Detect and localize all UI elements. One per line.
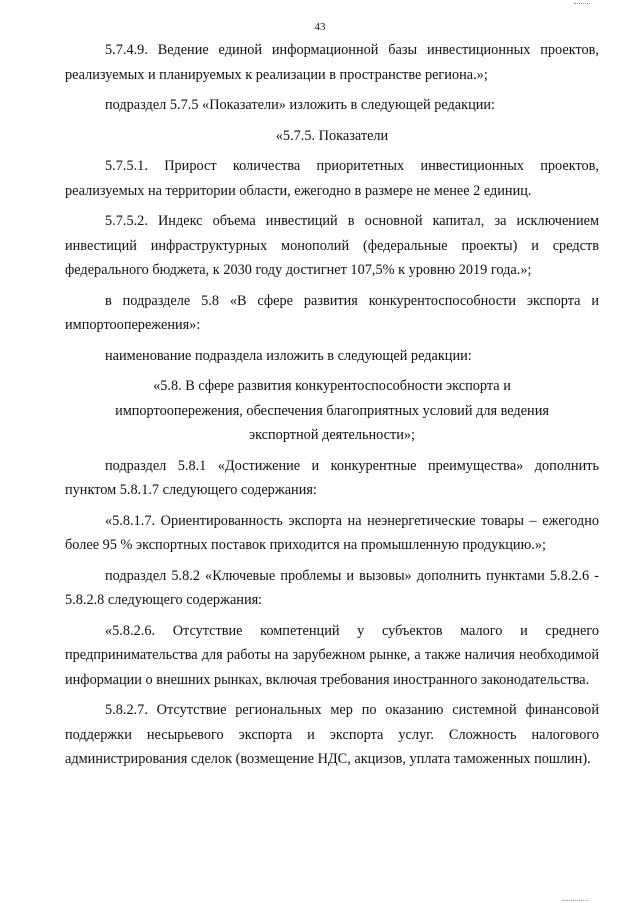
heading-5-8-line-2: импортоопережения, обеспечения благоприятных условий для ведения xyxy=(115,402,549,419)
paragraph-5-8-2-7: 5.8.2.7. Отсутствие региональных мер по оказанию системной финансовой поддержки несырьевого экспорта и экспорта услуг. Сложность налогового администрирования сделок (возмещение НДС, акцизов, уплата таможенных пошлин). xyxy=(65,702,599,767)
paragraph-amend-5-8: в подразделе 5.8 «В сфере развития конкурентоспособности экспорта и импортоопережения»: xyxy=(65,292,599,333)
scan-mark-bottom xyxy=(562,900,588,903)
paragraph-5-8-2-6: «5.8.2.6. Отсутствие компетенций у субъектов малого и среднего предпринимательства для работы на зарубежном рынке, а также наличия необходимой информации о внешних рынках, включая требования иностранного законодательства. xyxy=(65,622,599,688)
paragraph-amend-5-8-2: подраздел 5.8.2 «Ключевые проблемы и вызовы» дополнить пунктами 5.8.2.6 - 5.8.2.8 следующего содержания: xyxy=(65,567,599,608)
scan-mark xyxy=(574,0,590,4)
paragraph-5-7-5-2: 5.7.5.2. Индекс объема инвестиций в основной капитал, за исключением инвестиций инфраструктурных монополий (федеральные проекты) и средств федерального бюджета, к 2030 году достигнет 107,5% к уровню 2019 года.»; xyxy=(65,213,599,278)
page-number: 43 xyxy=(314,21,326,33)
paragraph-5-7-5-1: 5.7.5.1. Прирост количества приоритетных инвестиционных проектов, реализуемых на территории области, ежегодно в размере не менее 2 единиц. xyxy=(65,158,599,199)
paragraph-amend-5-8-1: подраздел 5.8.1 «Достижение и конкурентные преимущества» дополнить пунктом 5.8.1.7 следующего содержания: xyxy=(65,457,599,498)
document-body xyxy=(65,38,599,772)
paragraph-5-8-1-7: «5.8.1.7. Ориентированность экспорта на неэнергетические товары – ежегодно более 95 % экспортных поставок приходится на промышленную продукцию.»; xyxy=(65,512,599,553)
heading-5-8-line-1: «5.8. В сфере развития конкурентоспособности экспорта и xyxy=(153,378,511,394)
paragraph-rename-subsection: наименование подраздела изложить в следующей редакции: xyxy=(105,347,472,364)
heading-5-8 xyxy=(65,374,599,448)
heading-5-7-5: «5.7.5. Показатели xyxy=(275,127,389,144)
paragraph-amend-5-7-5: подраздел 5.7.5 «Показатели» изложить в следующей редакции: xyxy=(105,97,496,113)
heading-5-8-line-3: экспортной деятельности»; xyxy=(248,427,416,443)
paragraph-5-7-4-9: 5.7.4.9. Ведение единой информационной базы инвестиционных проектов, реализуемых и планируемых к реализации в пространстве региона.»; xyxy=(65,42,599,83)
